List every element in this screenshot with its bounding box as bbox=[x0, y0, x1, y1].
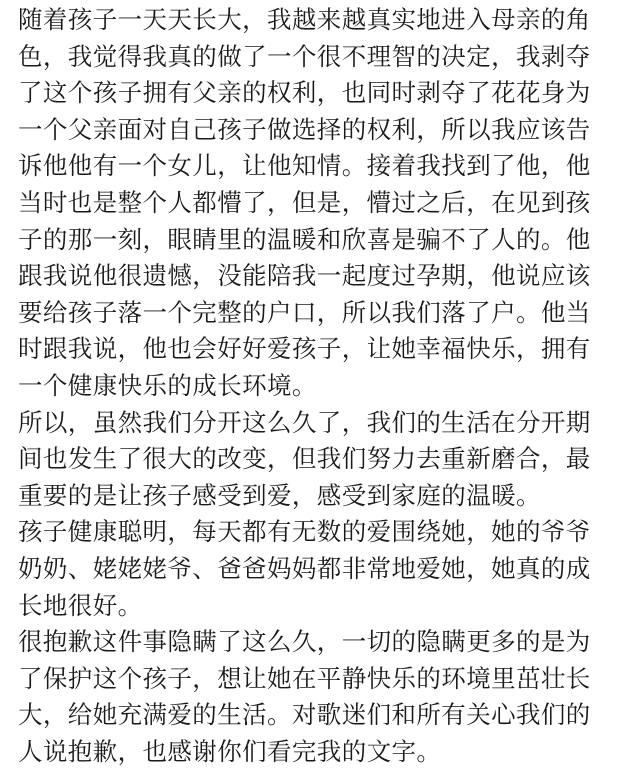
text-line: 长地很好。 bbox=[18, 590, 143, 620]
text-line: 间也发生了很大的改变，但我们努力去重新磨合，最 bbox=[18, 444, 591, 474]
text-line: 孩子健康聪明，每天都有无数的爱围绕她，她的爷爷 bbox=[18, 517, 591, 547]
text-line: 时跟我说，他也会好好爱孩子，让她幸福快乐，拥有 bbox=[18, 334, 591, 364]
text-line: 当时也是整个人都懵了，但是，懵过之后，在见到孩 bbox=[18, 187, 591, 217]
text-line: 所以，虽然我们分开这么久了，我们的生活在分开期 bbox=[18, 407, 591, 437]
text-line: 很抱歉这件事隐瞒了这么久，一切的隐瞒更多的是为 bbox=[18, 627, 591, 657]
text-line: 要给孩子落一个完整的户口，所以我们落了户。他当 bbox=[18, 297, 591, 327]
text-line: 跟我说他很遗憾，没能陪我一起度过孕期，他说应该 bbox=[18, 261, 591, 291]
text-line: 人说抱歉，也感谢你们看完我的文字。 bbox=[18, 736, 442, 766]
text-line: 了保护这个孩子，想让她在平静快乐的环境里茁壮长 bbox=[18, 663, 591, 693]
text-line: 一个父亲面对自己孩子做选择的权利，所以我应该告 bbox=[18, 114, 591, 144]
text-line: 随着孩子一天天长大，我越来越真实地进入母亲的角 bbox=[18, 5, 591, 34]
text-line: 重要的是让孩子感受到爱，感受到家庭的温暖。 bbox=[18, 480, 541, 510]
text-line: 一个健康快乐的成长环境。 bbox=[18, 370, 317, 400]
text-line: 色，我觉得我真的做了一个很不理智的决定，我剥夺 bbox=[18, 41, 591, 71]
text-line: 奶奶、姥姥姥爷、爸爸妈妈都非常地爱她，她真的成 bbox=[18, 553, 591, 583]
text-line: 诉他他有一个女儿，让他知情。接着我找到了他，他 bbox=[18, 151, 591, 181]
text-line: 了这个孩子拥有父亲的权利，也同时剥夺了花花身为 bbox=[18, 78, 591, 108]
text-line: 大，给她充满爱的生活。对歌迷们和所有关心我们的 bbox=[18, 700, 591, 730]
text-line: 子的那一刻，眼睛里的温暖和欣喜是骗不了人的。他 bbox=[18, 224, 591, 254]
